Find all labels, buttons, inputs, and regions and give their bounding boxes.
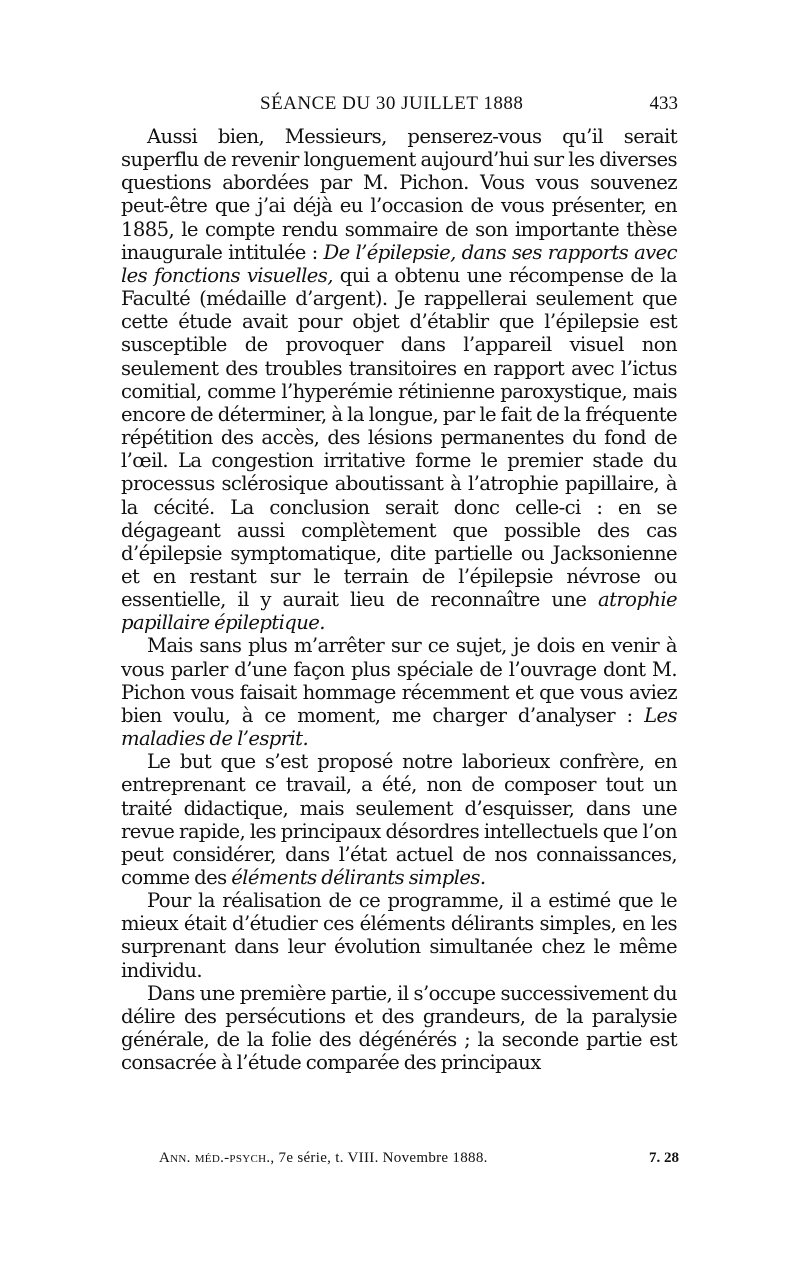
journal-abbrev: Ann. méd.-psych., — [159, 1150, 275, 1166]
delirious-elements-term: éléments délirants simples. — [231, 866, 486, 889]
paragraph-1 — [121, 125, 677, 634]
running-header — [120, 93, 678, 121]
book-title: Les maladies de l’esprit. — [121, 703, 677, 751]
paragraph-1-text-b: qui a obtenu une récompense de la Faculté (médaille d’argent). Je rappellerai seulement que cette étude avait pour objet d’établir que l’épilepsie est susceptible de provoquer dans l’appareil visuel non seulement des troubles transitoires en rapport avec l’ictus comitial, comme l’hyperémie rétinienne paroxystique, mais encore de déterminer, à la longue, par le fait de la fréquente répétition des accès, des lésions permanentes du fond de l’œil. La congestion irritative forme le premier stade du processus sclérosique aboutissant à l’atrophie papillaire, à la cécité. La conclusion serait donc celle-ci : en se dégageant aussi complètement que possible des cas d’épilepsie symptomatique, dite partielle ou Jacksonienne et en restant sur le terrain de l’épilepsie névrose ou essentielle, il y aurait lieu de reconnaître une — [121, 263, 677, 612]
series-info: 7e série, t. VIII. Novembre 1888. — [274, 1150, 488, 1166]
paragraph-4-text: Pour la réalisation de ce programme, il a estimé que le mieux était d’étudier ces éléments délirants simples, en les surprenant dans leur évolution simultanée chez le même individu. — [121, 889, 677, 982]
page-footer — [159, 1150, 679, 1174]
running-title: SÉANCE DU 30 JUILLET 1888 — [260, 93, 524, 114]
paragraph-2 — [121, 634, 677, 750]
page-number: 433 — [649, 93, 678, 114]
thesis-title: De l’épilepsie, dans ses rapports avec les fonctions visuelles, — [121, 240, 677, 287]
paragraph-4 — [121, 889, 677, 982]
paragraph-5-text: Dans une première partie, il s’occupe successivement du délire des persécutions et des grandeurs, de la paralysie générale, de la folie des dégénérés ; la seconde partie est consacrée à l’étude comparée des principaux — [121, 981, 677, 1075]
journal-citation — [159, 1150, 488, 1167]
paragraph-5 — [121, 982, 677, 1075]
paragraph-3-text: Le but que s’est proposé notre laborieux confrère, en entreprenant ce travail, a été, non de composer tout un traité didactique, mais seulement d’esquisser, dans une revue rapide, les principaux désordres intellectuels que l’on peut considérer, dans l’état actuel de nos connaissances, comme des — [121, 750, 677, 889]
signature-mark: 7. 28 — [649, 1150, 679, 1166]
page-body — [121, 125, 677, 1074]
paragraph-3 — [121, 750, 677, 889]
paragraph-1-text-a: Aussi bien, Messieurs, penserez-vous qu’il serait superflu de revenir longuement aujourd’hui sur les diverses questions abordées par M. Pichon. Vous vous souvenez peut-être que j’ai déjà eu l’occasion de vous présenter, en 1885, le compte rendu sommaire de son importante thèse inaugurale intitulée : — [121, 125, 677, 264]
atrophy-term: atrophie papillaire épileptique. — [121, 588, 677, 635]
paragraph-2-text: Mais sans plus m’arrêter sur ce sujet, je dois en venir à vous parler d’une façon plus spéciale de l’ouvrage dont M. Pichon vous faisait hommage récemment et que vous aviez bien voulu, à ce moment, me charger d’analyser : — [121, 634, 677, 727]
